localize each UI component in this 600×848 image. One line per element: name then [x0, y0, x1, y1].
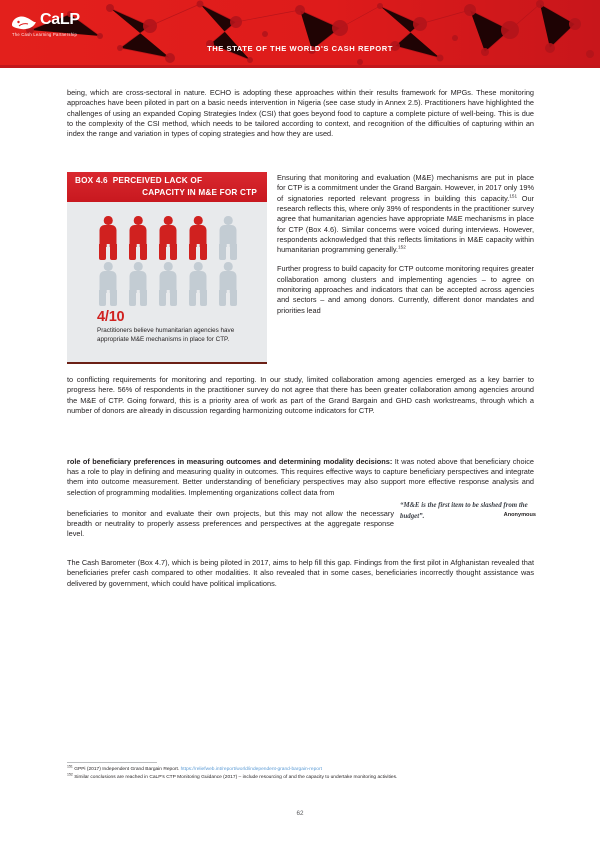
box-4-6-header — [67, 172, 267, 202]
paragraph-right-2: Further progress to build capacity for CTP outcome monitoring requires greater collaboration among clusters and implementing agencies – to agree on monitoring approaches and indicators that can be accepted across agencies and sectors – and among donors. Currently, different donor mandates and priorities lead — [277, 264, 534, 315]
box-4-6-stat: 4/10 — [97, 309, 125, 325]
person-icon-filled — [95, 216, 121, 260]
footnote-151-link[interactable]: https://reliefweb.int/report/world/independent-grand-bargain-report — [180, 767, 322, 772]
footnote-152-marker: 152 — [67, 771, 73, 776]
footnote-separator — [67, 762, 157, 763]
paragraph-right-1 — [277, 173, 534, 256]
box-4-6 — [67, 172, 267, 364]
pull-quote-attribution: Anonymous — [503, 511, 536, 518]
paragraph-middle: to conflicting requirements for monitoring and reporting. In our study, limited collaboration among agencies emerged as a key barrier to progress here. 56% of respondents in the practitioner survey do not agree that there has been greater collaboration among agencies around the M&E of CTP. Going forward, this is a priority area of work as part of the Grand Bargain and GHD cash workstreams, through which a number of donors are already in discussion regarding harmonizing outcome indicators for CTP. — [67, 375, 534, 416]
footnote-ref-151[interactable]: 151 — [509, 193, 518, 199]
person-icon-empty — [95, 262, 121, 306]
person-icon-empty — [125, 262, 151, 306]
box-4-6-label: BOX 4.6 — [75, 176, 108, 185]
person-icon-empty — [185, 262, 211, 306]
footnote-152-text: Similar conclusions are reached in CaLP’s CTP Monitoring Guidance (2017) – include resourcing of and the capacity to undertake monitoring activities. — [74, 774, 398, 780]
pull-quote — [400, 501, 536, 522]
person-icon-filled — [125, 216, 151, 260]
box-4-6-caption: Practitioners believe humanitarian agencies have appropriate M&E mechanisms in place for CTP. — [97, 327, 235, 343]
paragraph-top: being, which are cross-sectoral in nature. ECHO is adopting these approaches within their results framework for MPGs. These monitoring approaches have been piloted in part on a basic needs intervention in Nigeria (see case study in Annex 2.5). Practitioners have highlighted the challenges of using an expanded Coping Strategies Index (CSI) that goes beyond food to capture a complete picture of well-being. This is due to the complexity of the CSI method, which needs to be tailored according to context, and recognition of the difficulties of capturing within an index the range and variation in types of coping strategies and how they are used. — [67, 88, 534, 139]
pictogram-row-top — [95, 216, 241, 260]
person-icon-empty — [215, 262, 241, 306]
box-4-6-pictogram — [67, 202, 267, 314]
paragraph-beneficiary-rest: It was noted above that beneficiary choice has a role to play in defining and measuring quality in outcomes. This requires effective ways to capture beneficiary perspectives and integrate them into outcome measurement. Better understanding of beneficiary perspectives may also support more effective response analysis and selection of programming modalities. Implementing organizations collect data from — [67, 456, 534, 497]
box-4-6-title-line2: CAPACITY IN M&E FOR CTP — [142, 187, 257, 197]
paragraph-beneficiary-lead: role of beneficiary preferences in measuring outcomes and determining modality decisions: — [67, 456, 393, 466]
pull-quote-text: “M&E is the first item to be slashed from the budget”. — [400, 502, 528, 520]
calp-logo-text: CaLP — [40, 11, 80, 28]
footnote-151 — [67, 766, 534, 774]
footnote-151-marker: 151 — [67, 764, 73, 769]
person-icon-filled — [185, 216, 211, 260]
calp-logo — [10, 12, 96, 48]
paragraph-cash-barometer: The Cash Barometer (Box 4.7), which is being piloted in 2017, aims to help fill this gap. Findings from the first pilot in Afghanistan revealed that beneficiaries prefer cash compared to other modalities. It also revealed that in some cases, beneficiaries incorrectly thought assistance was delivered by government, which could have political implications. — [67, 558, 534, 588]
person-icon-empty — [215, 216, 241, 260]
footnote-151-text: GPPi (2017) Independent Grand Bargain Report. — [74, 767, 181, 772]
calp-logo-tagline: The Cash Learning Partnership — [12, 32, 78, 37]
paragraph-wrapped-left: beneficiaries to monitor and evaluate their own projects, but this may not allow the necessary breadth or neutrality to properly assess preferences and perspectives at the aggregate response level. — [67, 508, 394, 539]
paragraph-beneficiary — [67, 457, 534, 498]
right-column — [277, 173, 534, 316]
page-number: 62 — [296, 810, 304, 817]
running-header-title: THE STATE OF THE WORLD'S CASH REPORT — [207, 44, 393, 53]
page-header-banner — [0, 0, 600, 68]
person-icon-filled — [155, 216, 181, 260]
paragraph-right-1-part-a: Ensuring that monitoring and evaluation (M&E) mechanisms are put in place for CTP is a commitment under the Grand Bargain. However, in 2017 only 19% of signatories reported relevant progress in building this capacity. — [277, 173, 534, 203]
footnote-152 — [67, 771, 534, 782]
person-icon-empty — [155, 262, 181, 306]
footnote-ref-152[interactable]: 152 — [398, 244, 406, 250]
pictogram-row-bottom — [95, 262, 241, 306]
page-content — [0, 68, 600, 848]
footnotes — [67, 766, 534, 781]
calp-logo-mark-icon — [10, 13, 38, 33]
box-4-6-title-line1: PERCEIVED LACK OF — [112, 176, 203, 185]
paragraph-right-1-part-b: Our research reflects this, where only 39% of respondents in the practitioner survey agree that humanitarian agencies have appropriate M&E mechanisms in place for CTP (Box 4.6). Similar concerns were voiced during interviews. However, respondents acknowledged that this reflects limitations in M&E capacity within humanitarian programming generally. — [277, 193, 534, 255]
